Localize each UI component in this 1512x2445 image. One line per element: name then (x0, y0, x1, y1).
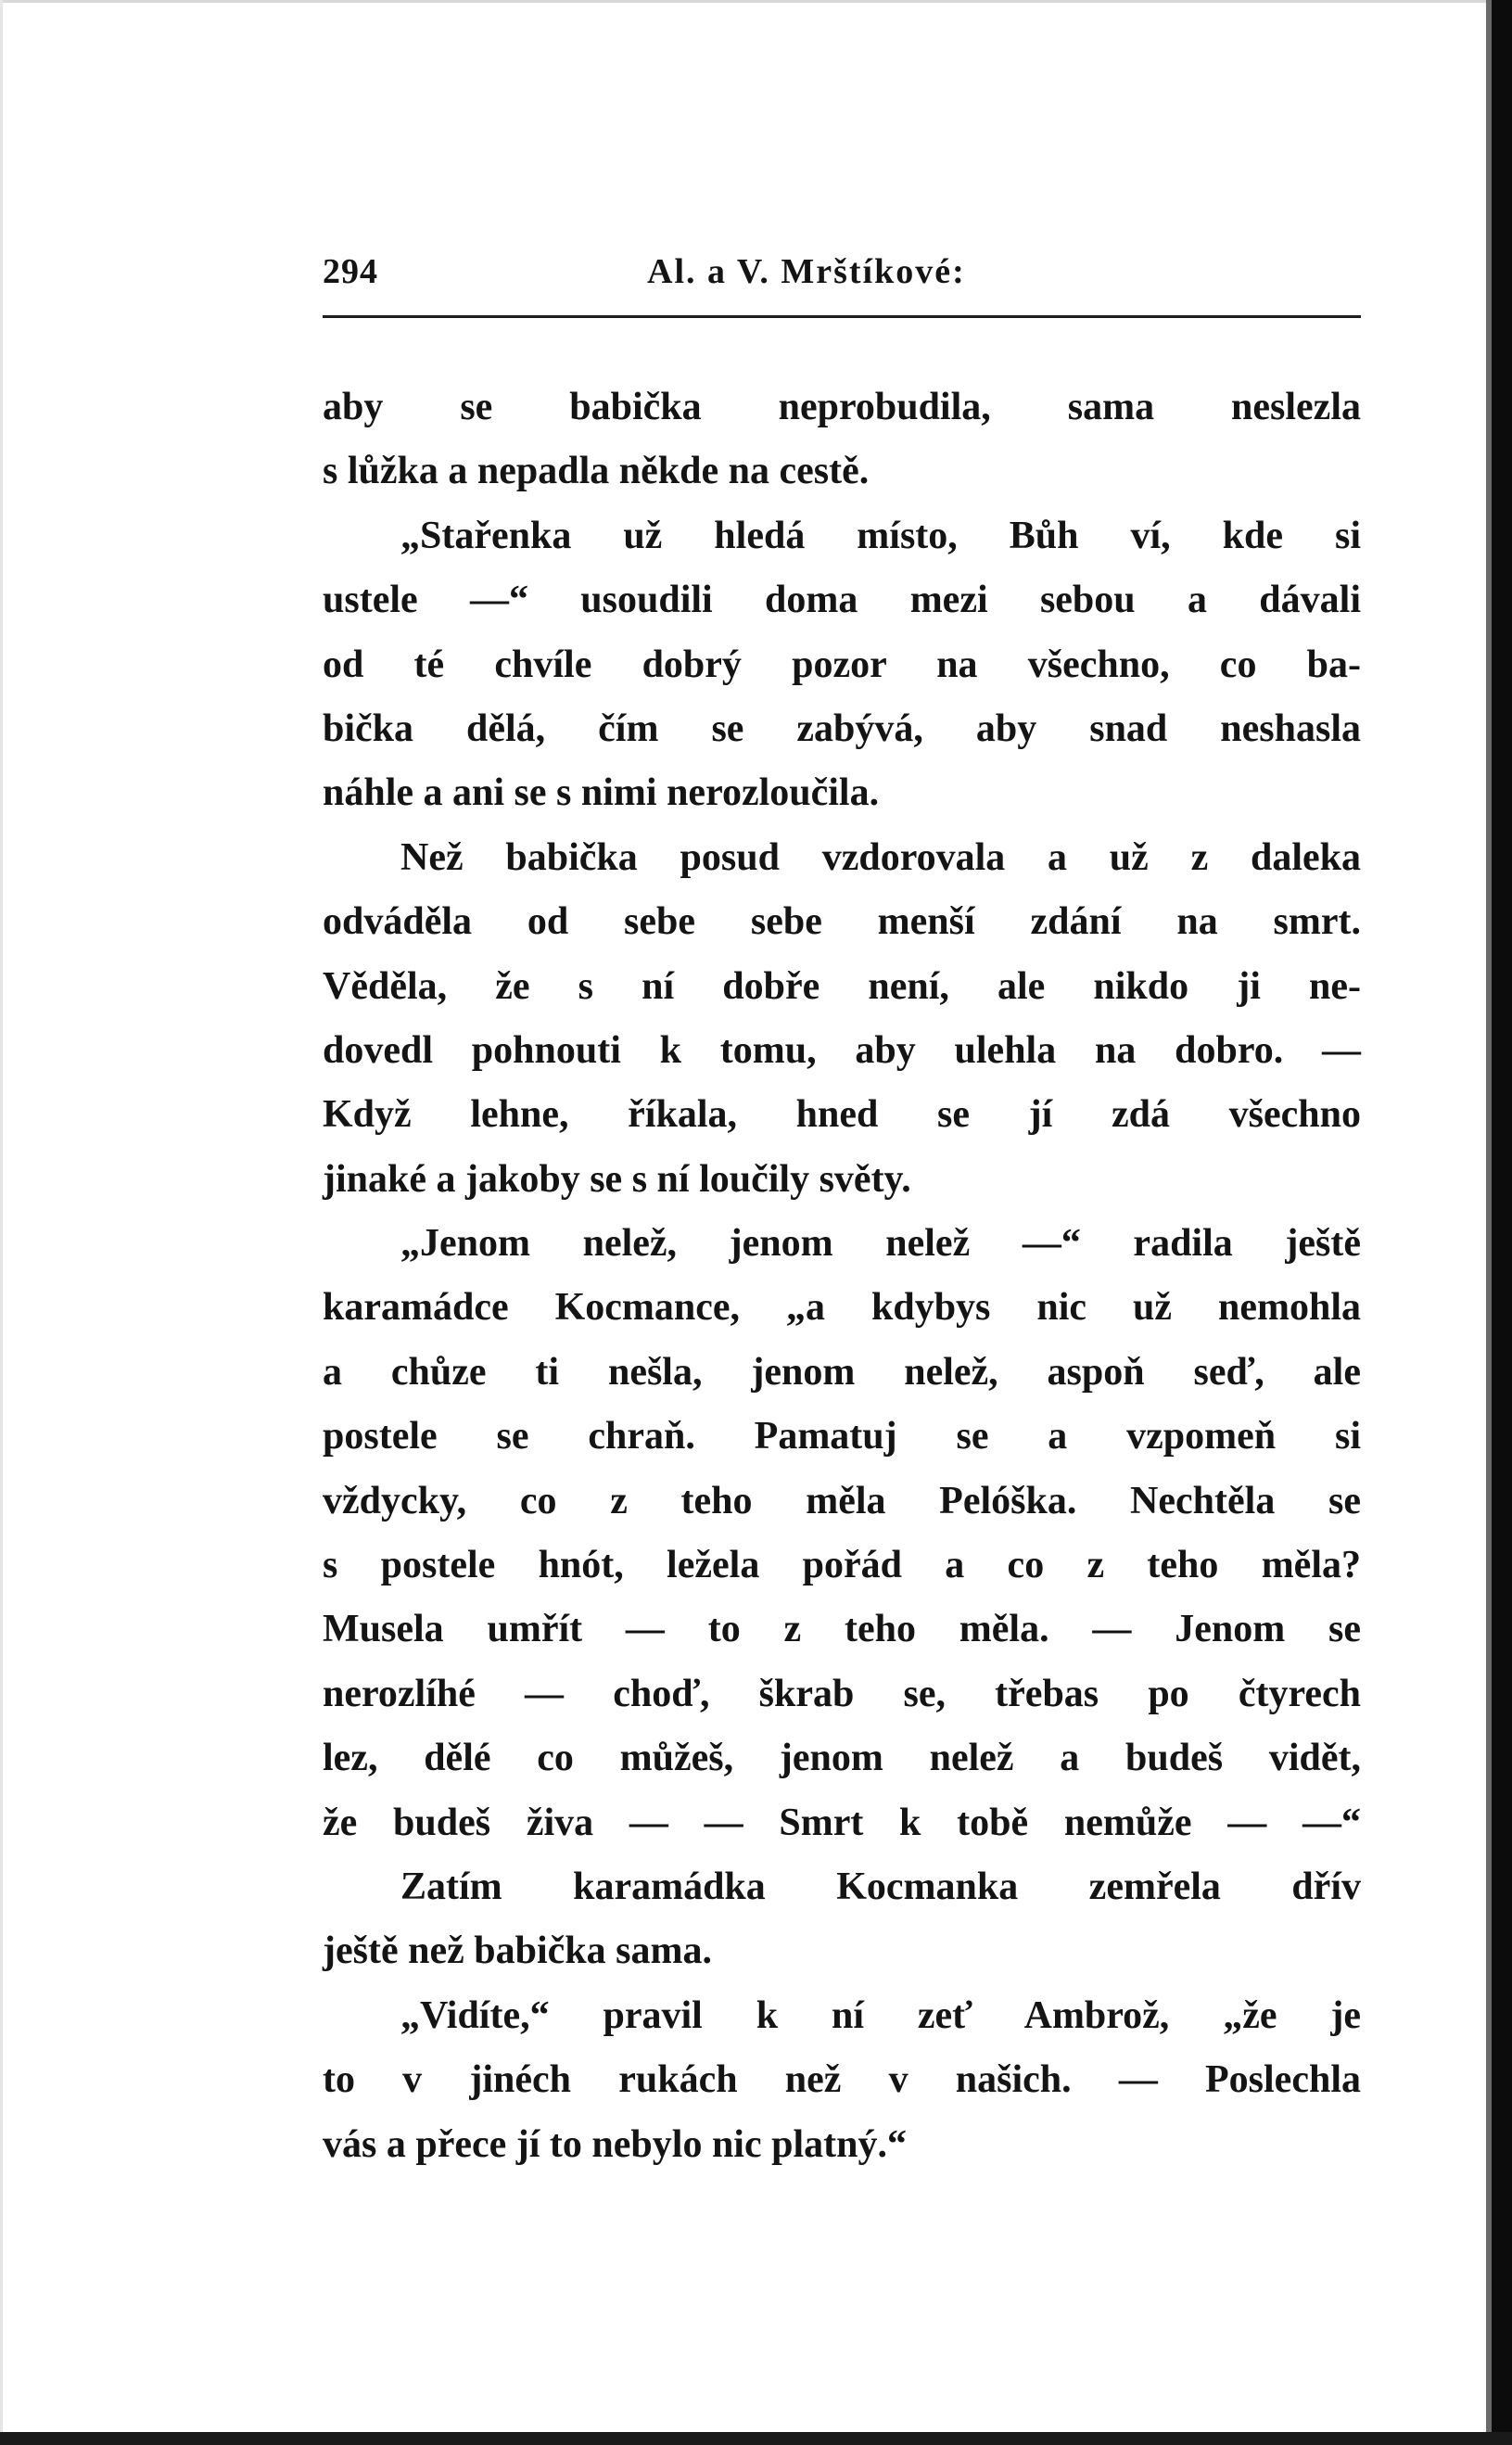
text-line: vždycky, co z teho měla Pelóška. Nechtěla se (323, 1479, 1361, 1522)
text-line: vás a přece jí to nebylo nic platný.“ (323, 2122, 907, 2166)
page-header (323, 236, 1361, 292)
text-line: náhle a ani se s nimi nerozloučila. (323, 771, 880, 815)
text-line: „Stařenka už hledá místo, Bůh ví, kde si (400, 514, 1361, 557)
text-line: ještě než babička sama. (323, 1929, 712, 1973)
text-line: nerozlíhé — choď, škrab se, třebas po čtyrech (323, 1672, 1361, 1715)
text-line: odváděla od sebe sebe menší zdání na smrt. (323, 900, 1361, 944)
text-line: s postele hnót, ležela pořád a co z teho měla? (323, 1544, 1361, 1587)
text-line: dovedl pohnouti k tomu, aby ulehla na dobro. — (323, 1028, 1361, 1072)
text-line: to v jinéch rukách než v našich. — Poslechla (323, 2058, 1361, 2102)
text-line: bička dělá, čím se zabývá, aby snad neshasla (323, 707, 1361, 750)
body-text (323, 376, 1361, 2177)
text-line: Než babička posud vzdorovala a už z daleka (400, 835, 1361, 879)
text-line: Když lehne, říkala, hned se jí zdá všechno (323, 1093, 1361, 1137)
text-line: od té chvíle dobrý pozor na všechno, co ba- (323, 643, 1361, 686)
text-line: Věděla, že s ní dobře není, ale nikdo ji ne- (323, 964, 1361, 1008)
scan-edge-bottom (0, 2432, 1512, 2445)
text-line: aby se babička neprobudila, sama neslezla (323, 386, 1361, 428)
text-line: „Jenom nelež, jenom nelež —“ radila ještě (400, 1222, 1361, 1266)
header-rule (323, 315, 1361, 318)
text-line: lez, dělé co můžeš, jenom nelež a budeš vidět, (323, 1737, 1361, 1780)
page-number: 294 (323, 252, 378, 291)
text-line: jinaké a jakoby se s ní loučily světy. (323, 1157, 911, 1201)
text-line: že budeš živa — — Smrt k tobě nemůže — —“ (323, 1801, 1361, 1844)
text-line: Zatím karamádka Kocmanka zemřela dřív (400, 1865, 1361, 1908)
scan-edge-top (0, 0, 1512, 3)
scan-edge-right (1492, 0, 1512, 2445)
text-line: ustele —“ usoudili doma mezi sebou a dávali (323, 579, 1361, 622)
scan-edge-left (0, 0, 3, 2445)
text-line: karamádce Kocmance, „a kdybys nic už nemohla (323, 1286, 1361, 1330)
running-head: Al. a V. Mrštíkové: (647, 252, 966, 291)
text-line: postele se chraň. Pamatuj se a vzpomeň si (323, 1415, 1361, 1458)
text-line: s lůžka a nepadla někde na cestě. (323, 450, 870, 493)
text-line: Musela umřít — to z teho měla. — Jenom se (323, 1608, 1361, 1651)
text-line: „Vidíte,“ pravil k ní zeť Ambrož, „že je (400, 1993, 1361, 2037)
book-page (323, 236, 1361, 2166)
text-line: a chůze ti nešla, jenom nelež, aspoň seď, ale (323, 1350, 1361, 1394)
